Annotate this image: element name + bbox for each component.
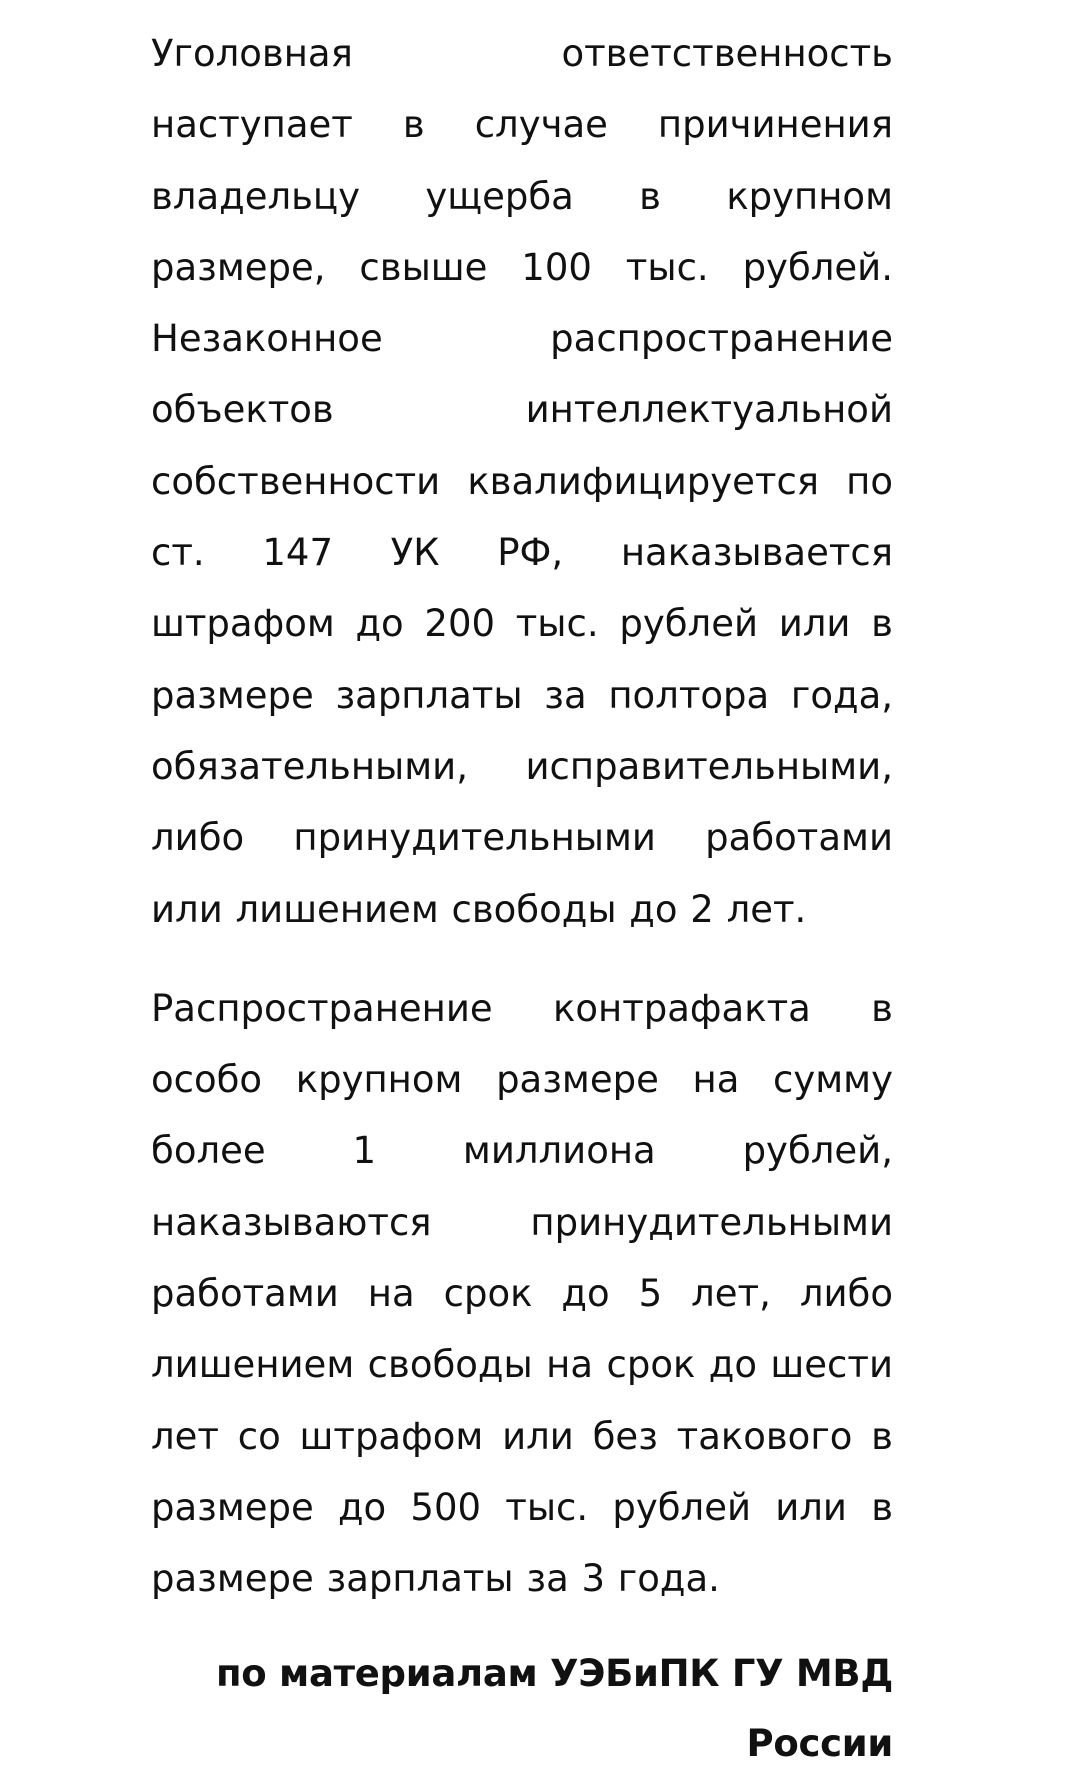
article-paragraph-counterfeit: Распространение контрафакта в особо крупном размере на сумму более 1 миллиона рублей, наказываются принудительными работами на срок до 5 лет, либо лишением свободы на срок до шести лет со штрафом или без такового в размере до 500 тыс. рублей или в размере зарплаты за 3 года. — [151, 986, 893, 1601]
article-body — [151, 18, 893, 1779]
article-paragraph-criminal-liability: Уголовная ответственность наступает в случае причинения владельцу ущерба в крупном размере, свыше 100 тыс. рублей. Незаконное распространение объектов интеллектуальной собственности квалифицируется по ст. 147 УК РФ, наказывается штрафом до 200 тыс. рублей или в размере зарплаты за полтора года, обязательными, исправительными, либо принудительными работами или лишением свободы до 2 лет. — [151, 32, 893, 931]
article-source: по материалам УЭБиПК ГУ МВД России — [216, 1651, 893, 1765]
